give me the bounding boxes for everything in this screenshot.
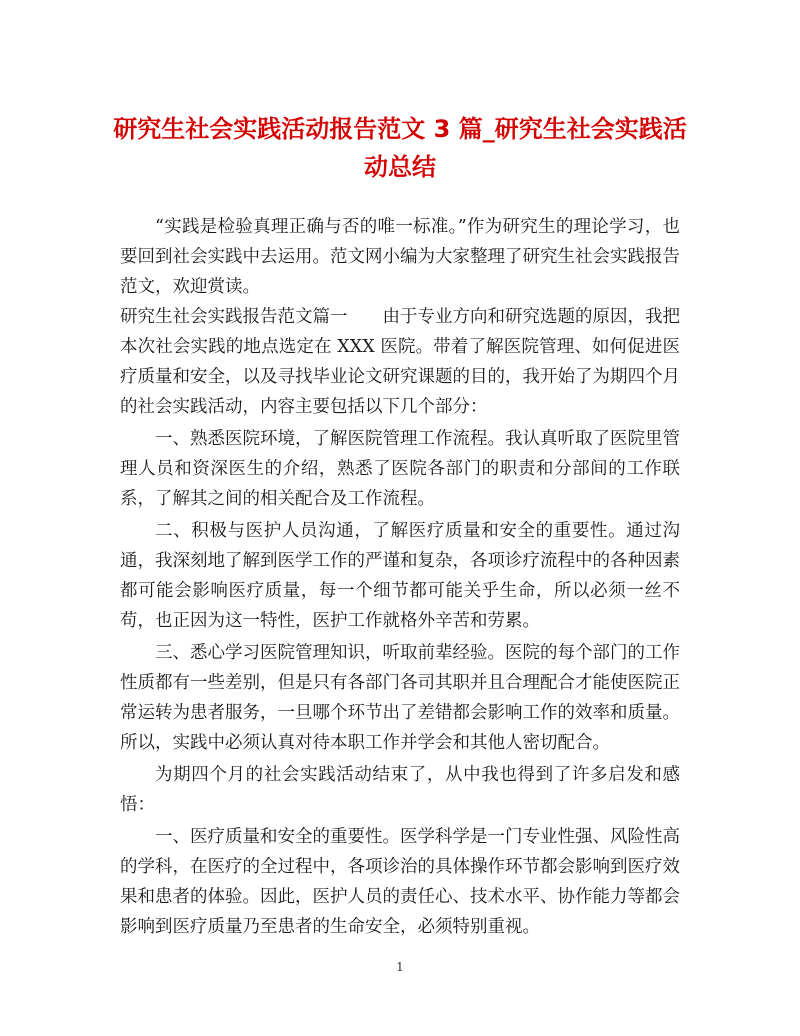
paragraph-point-3: 三、悉心学习医院管理知识，听取前辈经验。医院的每个部门的工作性质都有一些差别，但是只有各部门各司其职并且合理配合才能使医院正常运转为患者服务，一旦哪个环节出了差错都会影响工作的效率和质量。所以，实践中必须认真对待本职工作并学会和其他人密切配合。 [120,643,680,753]
title-line-2: 动总结 [364,153,436,181]
paragraph-insight-1: 一、医疗质量和安全的重要性。医学科学是一门专业性强、风险性高的学科，在医疗的全过程中，各项诊治的具体操作环节都会影响到医疗效果和患者的体验。因此，医护人员的责任心、技术水平、协作能力等都会影响到医疗质量乃至患者的生命安全，必须特别重视。 [120,827,680,937]
paragraph-conclusion-intro: 为期四个月的社会实践活动结束了，从中我也得到了许多启发和感悟： [120,765,680,815]
paragraph-report-one: 研究生社会实践报告范文篇一 由于专业方向和研究选题的原因，我把本次社会实践的地点选定在 XXX 医院。带着了解医院管理、如何促进医疗质量和安全，以及寻找毕业论文研究课题的目的，我开始了为期四个月的社会实践活动，内容主要包括以下几个部分： [120,307,680,417]
paragraph-intro: “实践是检验真理正确与否的唯一标准。”作为研究生的理论学习，也要回到社会实践中去运用。范文网小编为大家整理了研究生社会实践报告范文，欢迎赏读。 [120,217,680,297]
page-number: 1 [396,960,404,974]
paragraph-point-1: 一、熟悉医院环境，了解医院管理工作流程。我认真听取了医院里管理人员和资深医生的介绍，熟悉了医院各部门的职责和分部间的工作联系，了解其之间的相关配合及工作流程。 [120,429,680,509]
document-body [120,212,680,942]
title-line-1: 研究生社会实践活动报告范文 3 篇_研究生社会实践活 [113,115,687,143]
document-title [110,110,690,186]
paragraph-point-2: 二、积极与医护人员沟通，了解医疗质量和安全的重要性。通过沟通，我深刻地了解到医学工作的严谨和复杂，各项诊疗流程中的各种因素都可能会影响医疗质量，每一个细节都可能关乎生命，所以必须一丝不苟，也正因为这一特性，医护工作就格外辛苦和劳累。 [120,521,680,631]
